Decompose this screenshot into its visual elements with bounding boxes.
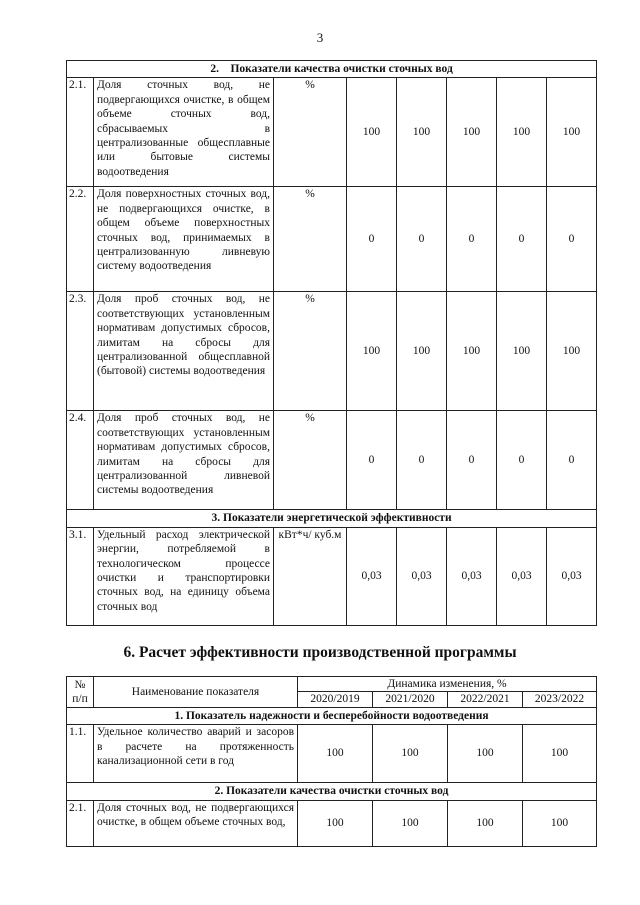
value-cell: 100: [347, 292, 397, 411]
unit-cell: %: [274, 411, 347, 510]
row-number: 2.4.: [67, 411, 94, 510]
value-cell: 0: [547, 187, 597, 292]
value-cell: 100: [447, 292, 497, 411]
value-cell: 100: [547, 78, 597, 187]
value-cell: 0,03: [547, 527, 597, 625]
row-number: 1.1.: [67, 725, 94, 783]
value-cell: 0: [447, 187, 497, 292]
value-cell: 100: [448, 800, 523, 846]
indicator-name: Доля проб сточных вод, не соответствующих установленным нормативам допустимых сбросов, лимитам на сбросы для централизованной общесплавной (бытовой) системы водоотведения: [94, 292, 274, 411]
value-cell: 0,03: [397, 527, 447, 625]
value-cell: 0: [347, 411, 397, 510]
row-number: 2.2.: [67, 187, 94, 292]
value-cell: 0: [347, 187, 397, 292]
indicators-table: [66, 60, 597, 626]
table-row: [67, 800, 597, 846]
table-row: [67, 411, 597, 510]
header-period: 2023/2022: [523, 692, 597, 707]
header-dynamics: Динамика изменения, %: [298, 677, 597, 692]
header-period: 2022/2021: [448, 692, 523, 707]
value-cell: 100: [347, 78, 397, 187]
section-title: 2. Показатели качества очистки сточных вод: [67, 61, 597, 78]
row-number: 3.1.: [67, 527, 94, 625]
section-title: 2. Показатели качества очистки сточных вод: [67, 783, 597, 800]
table-row: [67, 527, 597, 625]
unit-cell: %: [274, 187, 347, 292]
header-num: № п/п: [67, 677, 94, 708]
indicator-name: Доля поверхностных сточных вод, не подвергающихся очистке, в общем объеме поверхностных сточных вод, принимаемых в централизованную ливневую систему водоотведения: [94, 187, 274, 292]
value-cell: 0: [397, 411, 447, 510]
indicator-name: Доля сточных вод, не подвергающихся очистке, в общем объеме сточных вод,: [94, 800, 298, 846]
header-name: Наименование показателя: [94, 677, 298, 708]
value-cell: 100: [397, 292, 447, 411]
value-cell: 100: [497, 292, 547, 411]
efficiency-table: [66, 676, 597, 847]
row-number: 2.3.: [67, 292, 94, 411]
value-cell: 100: [447, 78, 497, 187]
section-title: 3. Показатели энергетической эффективности: [67, 510, 597, 527]
value-cell: 100: [497, 78, 547, 187]
row-number: 2.1.: [67, 78, 94, 187]
value-cell: 100: [523, 725, 597, 783]
indicator-name: Доля сточных вод, не подвергающихся очистке, в общем объеме сточных вод, сбрасываемых в централизованные общесплавные или бытовые системы водоотведения: [94, 78, 274, 187]
value-cell: 100: [373, 725, 448, 783]
page-number: 3: [316, 30, 324, 45]
value-cell: 0,03: [447, 527, 497, 625]
value-cell: 100: [397, 78, 447, 187]
table-row: [67, 725, 597, 783]
value-cell: 100: [547, 292, 597, 411]
value-cell: 100: [448, 725, 523, 783]
value-cell: 100: [373, 800, 448, 846]
value-cell: 0: [447, 411, 497, 510]
header-period: 2020/2019: [298, 692, 373, 707]
section-title: 1. Показатель надежности и бесперебойности водоотведения: [67, 707, 597, 724]
indicator-name: Удельный расход электрической энергии, потребляемой в технологическом процессе очистки и транспортировки сточных вод, на единицу объема сточных вод: [94, 527, 274, 625]
section-heading: 6. Расчет эффективности производственной программы: [123, 644, 517, 661]
value-cell: 0: [497, 187, 547, 292]
table-row: [67, 292, 597, 411]
value-cell: 0,03: [497, 527, 547, 625]
indicator-name: Доля проб сточных вод, не соответствующих установленным нормативам допустимых сбросов, лимитам на сбросы для централизованной ливневой системы водоотведения: [94, 411, 274, 510]
indicator-name: Удельное количество аварий и засоров в расчете на протяженность канализационной сети в год: [94, 725, 298, 783]
row-number: 2.1.: [67, 800, 94, 846]
header-period: 2021/2020: [373, 692, 448, 707]
table-row: [67, 78, 597, 187]
unit-cell: кВт*ч/ куб.м: [274, 527, 347, 625]
table-row: [67, 187, 597, 292]
value-cell: 0: [397, 187, 447, 292]
value-cell: 100: [523, 800, 597, 846]
value-cell: 100: [298, 725, 373, 783]
value-cell: 0: [547, 411, 597, 510]
unit-cell: %: [274, 78, 347, 187]
value-cell: 0,03: [347, 527, 397, 625]
value-cell: 0: [497, 411, 547, 510]
unit-cell: %: [274, 292, 347, 411]
value-cell: 100: [298, 800, 373, 846]
